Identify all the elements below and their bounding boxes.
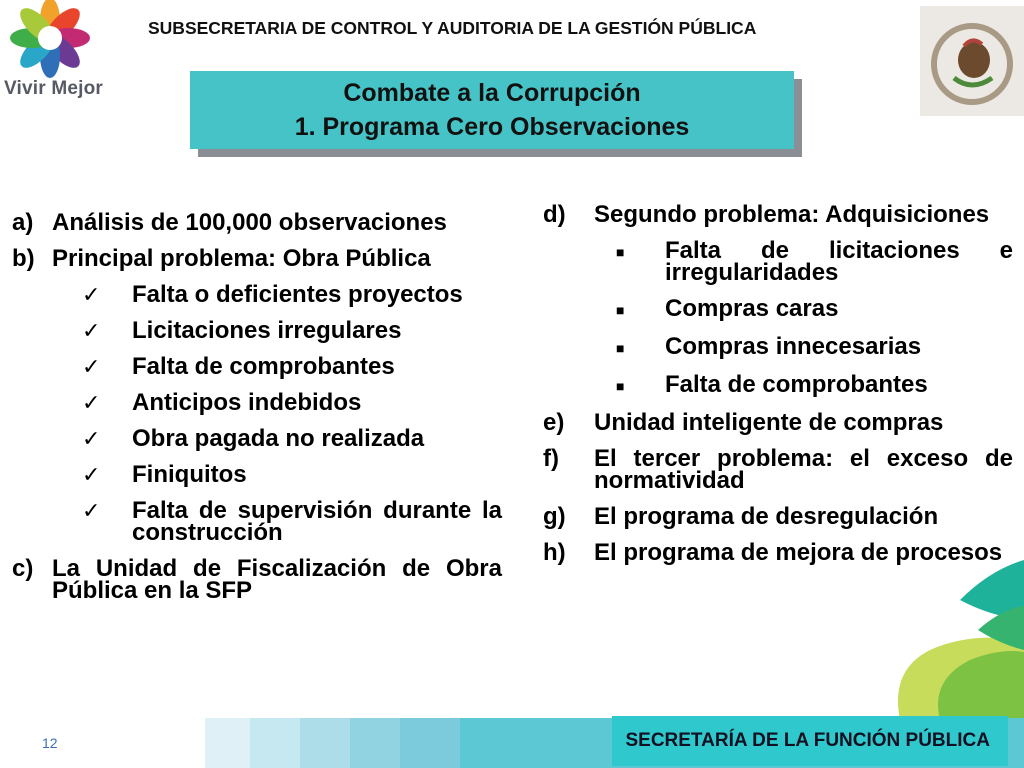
page-number: 12 [42, 735, 58, 751]
decorative-swoosh [860, 560, 1024, 720]
square-bullet-icon: ■ [616, 378, 625, 394]
list-item-c [12, 555, 502, 604]
list-marker: e) [543, 409, 565, 436]
sub-item [12, 461, 502, 488]
mexico-seal-icon [920, 6, 1024, 116]
sub-item-text: Falta de comprobantes [132, 353, 395, 380]
checkmark-icon: ✓ [82, 318, 101, 343]
list-item-g [543, 503, 1013, 530]
slide-title-box [190, 71, 794, 149]
sub-item [12, 317, 502, 344]
checkmark-icon: ✓ [82, 390, 101, 415]
sub-item-text: Falta de supervisión durante la construcción [132, 497, 502, 546]
list-item-f [543, 445, 1013, 494]
square-bullet-icon: ■ [616, 302, 625, 318]
list-item-text: El tercer problema: el exceso de normatividad [594, 445, 1013, 494]
sub-item-text: Obra pagada no realizada [132, 425, 425, 452]
sub-item [12, 389, 502, 416]
list-item-b [12, 245, 502, 272]
list-item-d [543, 201, 1013, 228]
square-bullet-icon: ■ [616, 244, 625, 260]
list-marker: c) [12, 555, 34, 582]
checkmark-icon: ✓ [82, 282, 101, 307]
checkmark-icon: ✓ [82, 462, 101, 487]
list-marker: h) [543, 539, 566, 566]
right-column [543, 201, 1013, 578]
sub-item [543, 371, 1013, 398]
list-marker: b) [12, 245, 35, 272]
sub-item-text: Licitaciones irregulares [132, 317, 402, 344]
page-header-title: SUBSECRETARIA DE CONTROL Y AUDITORIA DE LA GESTIÓN PÚBLICA [148, 18, 757, 38]
slide-title-line-1: Combate a la Corrupción [343, 79, 641, 107]
sub-item [12, 497, 502, 546]
list-marker: d) [543, 201, 566, 228]
list-item-text: Análisis de 100,000 observaciones [52, 209, 447, 236]
list-item-e [543, 409, 1013, 436]
sub-item-text: Falta de licitaciones e irregularidades [665, 237, 1013, 286]
list-item-text: Segundo problema: Adquisiciones [594, 201, 990, 228]
sub-item [543, 237, 1013, 286]
slide-title-line-2: 1. Programa Cero Observaciones [294, 113, 690, 141]
list-item-text: Unidad inteligente de compras [594, 409, 944, 436]
checkmark-icon: ✓ [82, 426, 101, 451]
list-item-text: Principal problema: Obra Pública [52, 245, 431, 272]
sub-item [543, 295, 1013, 322]
list-marker: g) [543, 503, 566, 530]
sub-item-text: Falta de comprobantes [665, 371, 928, 398]
square-bullet-icon: ■ [616, 340, 625, 356]
footer-agency-label: SECRETARÍA DE LA FUNCIÓN PÚBLICA [612, 716, 1008, 766]
sub-item [12, 353, 502, 380]
sub-item [12, 425, 502, 452]
checkmark-icon: ✓ [82, 354, 101, 379]
list-marker: f) [543, 445, 559, 472]
sub-item [543, 333, 1013, 360]
list-item-text: El programa de mejora de procesos [594, 539, 1003, 566]
sub-item-text: Compras caras [665, 295, 839, 322]
left-column [12, 209, 502, 616]
sub-item-text: Falta o deficientes proyectos [132, 281, 463, 308]
sub-item [12, 281, 502, 308]
checkmark-icon: ✓ [82, 498, 101, 523]
list-marker: a) [12, 209, 34, 236]
sub-item-text: Finiquitos [132, 461, 247, 488]
list-item-text: La Unidad de Fiscalización de Obra Pública en la SFP [52, 555, 502, 604]
list-item-a [12, 209, 502, 236]
sub-item-text: Anticipos indebidos [132, 389, 362, 416]
list-item-text: El programa de desregulación [594, 503, 939, 530]
sub-item-text: Compras innecesarias [665, 333, 922, 360]
logo-text: Vivir Mejor [4, 78, 103, 99]
